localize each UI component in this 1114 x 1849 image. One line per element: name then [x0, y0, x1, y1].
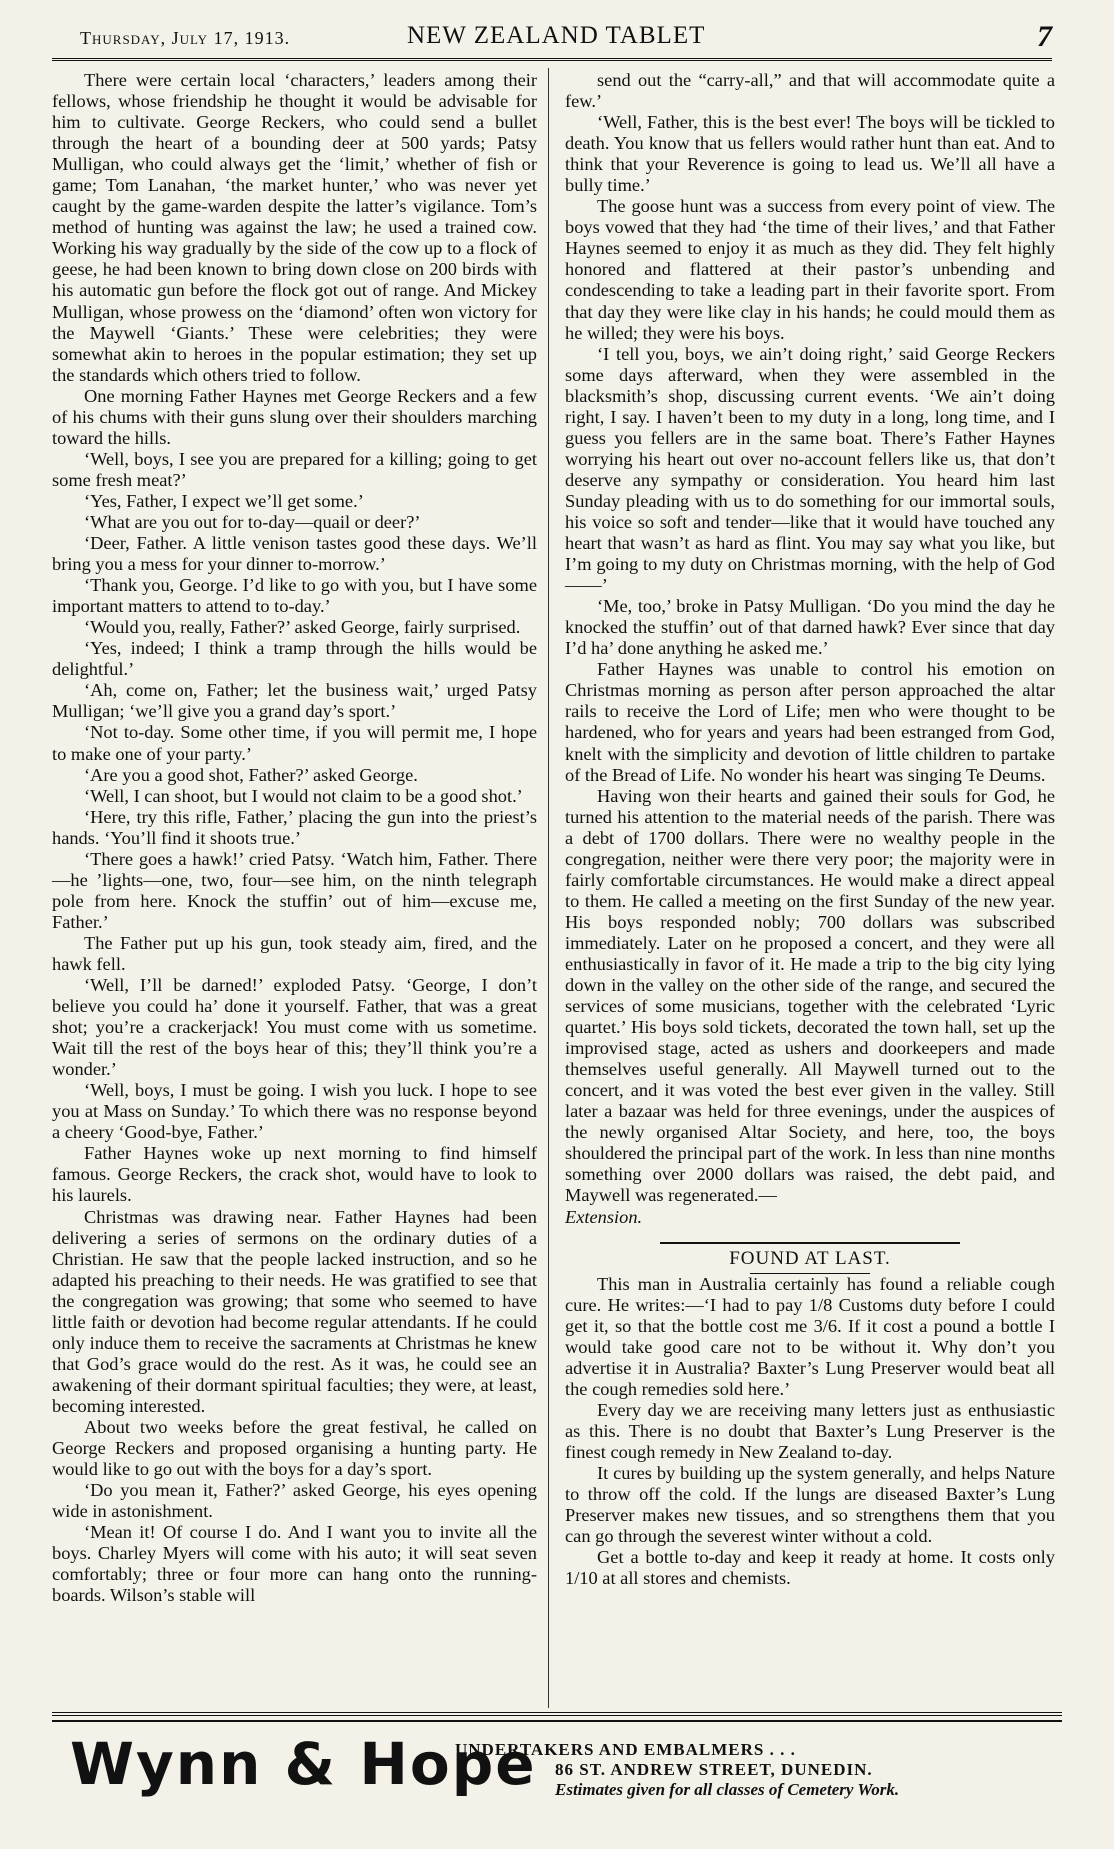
found-section-heading	[565, 1242, 1055, 1274]
advert-line-address: 86 ST. ANDREW STREET, DUNEDIN.	[555, 1760, 873, 1779]
paragraph: It cures by building up the system generally, and helps Nature to throw off the cold. If the lungs are diseased Baxter’s Lung Preserver makes new tissues, and so strengthens them that you can go through the severest winter without a cold.	[565, 1463, 1055, 1547]
paragraph: ‘Well, I’ll be darned!’ exploded Patsy. ‘George, I don’t believe you could ha’ done it yourself. Father, that was a great shot; you’re a crackerjack! You must come with us sometime. Wait till the rest of the boys hear of this; they’ll think you’re a wonder.’	[52, 975, 537, 1080]
paragraph: ‘Would you, really, Father?’ asked George, fairly surprised.	[84, 617, 521, 638]
paragraph: ‘Deer, Father. A little venison tastes good these days. We’ll bring you a mess for your dinner to-morrow.’	[52, 533, 537, 575]
story-continuation	[565, 70, 1055, 1207]
advert-line-estimates: Estimates given for all classes of Cemetery Work.	[555, 1780, 900, 1799]
paragraph: Father Haynes was unable to control his emotion on Christmas morning as person after person approached the altar rails to receive the Lord of Life; men who were thought to be hardened, who for years and years had been estranged from God, knelt with the simplicity and devotion of little children to partake of the Bread of Life. No wonder his heart was singing Te Deums.	[565, 659, 1055, 785]
right-column	[565, 70, 1055, 1690]
paragraph: There were certain local ‘characters,’ leaders among their fellows, whose friendship he thought it would be advisable for him to cultivate. George Reckers, who could send a bullet through the heart of a bounding deer at 500 yards; Patsy Mulligan, who could always get the ‘limit,’ whether of fish or game; Tom Lanahan, ‘the market hunter,’ who was never yet caught by the game-warden despite the latter’s vigilance. Tom’s method of hunting was against the law; he used a trained cow. Working his way gradually by the side of the cow up to a flock of geese, he had been known to bring down close on 200 birds with his automatic gun before the flock got out of range. And Mickey Mulligan, whose prowess on the ‘diamond’ often won victory for the Maywell ‘Giants.’ These were celebrities; they were somewhat akin to heroes in the popular estimation; they set up the standards which others tried to follow.	[52, 70, 537, 385]
paragraph: ‘Ah, come on, Father; let the business wait,’ urged Patsy Mulligan; ‘we’ll give you a grand day’s sport.’	[52, 680, 537, 722]
advert-line-services: UNDERTAKERS AND EMBALMERS . . .	[455, 1740, 796, 1759]
story-signoff: Extension.	[565, 1206, 643, 1227]
issue-date: Thursday, July 17, 1913.	[80, 28, 291, 48]
left-column	[52, 70, 537, 1690]
advert-brand: Wynn & Hope	[70, 1730, 537, 1798]
found-heading: FOUND AT LAST.	[729, 1247, 891, 1269]
page-number: 7	[1037, 20, 1052, 53]
paragraph: This man in Australia certainly has found a reliable cough cure. He writes:—‘I had to pay 1/8 Customs duty before I could get it, so that the bottle cost me 3/6. If it cost a pound a bottle I would take good care not to be without it. Why don’t you advertise it in Australia? Baxter’s Lung Preserver would beat all the cough remedies sold here.’	[565, 1273, 1055, 1399]
advert-rule-thin	[52, 1720, 1062, 1722]
paragraph: send out the “carry-all,” and that will accommodate quite a few.’	[565, 70, 1055, 112]
paragraph: ‘Well, boys, I see you are prepared for a killing; going to get some fresh meat?’	[52, 448, 537, 490]
header-rule	[52, 58, 1052, 61]
advert-rule	[52, 1712, 1062, 1716]
paragraph: ‘Do you mean it, Father?’ asked George, his eyes opening wide in astonishment.	[52, 1480, 537, 1522]
paragraph: The Father put up his gun, took steady aim, fired, and the hawk fell.	[52, 932, 537, 974]
paragraph: ‘Thank you, George. I’d like to go with you, but I have some important matters to attend to to-day.’	[52, 575, 537, 617]
found-section-body	[565, 1274, 1055, 1590]
paragraph: ‘I tell you, boys, we ain’t doing right,’ said George Reckers some days afterward, when they were assembled in the blacksmith’s shop, discussing current events. ‘We ain’t doing right, I say. I haven’t been to my duty in a long, long time, and I guess you fellers are in the same boat. There’s Father Haynes worrying his heart out over no-account fellers like us, that don’t deserve any sympathy or consideration. You heard him last Sunday pleading with us to do something for our immortal souls, his voice so soft and tender—like that it would have touched any heart that wasn’t as hard as flint. You may say what you like, but I’m going to my duty on Christmas morning, with the help of God——’	[565, 343, 1055, 596]
paragraph: ‘Here, try this rifle, Father,’ placing the gun into the priest’s hands. ‘You’ll find it shoots true.’	[52, 806, 537, 848]
advert-details	[455, 1740, 1055, 1800]
paragraph: The goose hunt was a success from every point of view. The boys vowed that they had ‘the time of their lives,’ and that Father Haynes seemed to enjoy it as much as they did. They felt highly honored and flattered at their pastor’s unbending and condescending to take a leading part in their favorite sport. From that day they were like clay in his hands; he could mould them as he willed; they were his boys.	[565, 196, 1055, 343]
paragraph: ‘Well, boys, I must be going. I wish you luck. I hope to see you at Mass on Sunday.’ To which there was no response beyond a cheery ‘Good-bye, Father.’	[52, 1080, 537, 1143]
paragraph: ‘Well, I can shoot, but I would not claim to be a good shot.’	[84, 785, 523, 806]
paragraph: ‘Are you a good shot, Father?’ asked George.	[84, 764, 418, 785]
paragraph: Get a bottle to-day and keep it ready at home. It costs only 1/10 at all stores and chemists.	[565, 1547, 1055, 1589]
heading-rule	[660, 1242, 960, 1244]
paragraph: Father Haynes woke up next morning to find himself famous. George Reckers, the crack shot, would have to look to his laurels.	[52, 1143, 537, 1206]
page-header	[52, 22, 1052, 56]
column-divider	[548, 68, 549, 1708]
paragraph: ‘Me, too,’ broke in Patsy Mulligan. ‘Do you mind the day he knocked the stuffin’ out of that darned hawk? Ever since that day I’d ha’ done anything he asked me.’	[565, 596, 1055, 659]
paragraph: ‘Well, Father, this is the best ever! The boys will be tickled to death. You know that us fellers would rather hunt than eat. And to think that your Reverence is going to lead us. We’ll all have a bully time.’	[565, 112, 1055, 196]
paragraph: Christmas was drawing near. Father Haynes had been delivering a series of sermons on the ordinary duties of a Christian. He saw that the people lacked instruction, and so he adapted his preaching to their needs. He was gratified to see that the congregation was growing; that some who seemed to have little faith or devotion had become regular attendants. If he could only induce them to receive the sacraments at Christmas he knew that God’s grace would do the rest. As it was, he could see an awakening of their dormant spiritual faculties; they were, at least, becoming interested.	[52, 1206, 537, 1416]
paragraph: One morning Father Haynes met George Reckers and a few of his chums with their guns slung over their shoulders marching toward the hills.	[52, 385, 537, 448]
paragraph: About two weeks before the great festival, he called on George Reckers and proposed organising a hunting party. He would like to go out with the boys for a day’s sport.	[52, 1417, 537, 1480]
paragraph: ‘There goes a hawk!’ cried Patsy. ‘Watch him, Father. There—he ’lights—one, two, four—see him, on the ninth telegraph pole from here. Knock the stuffin’ out of him—excuse me, Father.’	[52, 848, 537, 932]
paragraph: ‘Not to-day. Some other time, if you will permit me, I hope to make one of your party.’	[52, 722, 537, 764]
paragraph: Having won their hearts and gained their souls for God, he turned his attention to the material needs of the parish. There was a debt of 1700 dollars. There were no wealthy people in the congregation, neither were there very poor; the majority were in fairly comfortable circumstances. He would make a direct appeal to them. He called a meeting on the first Sunday of the new year. His boys responded nobly; 700 dollars was subscribed immediately. Later on he proposed a concert, and they were all enthusiastically in favor of it. He made a trip to the big city lying down in the valley on the other side of the range, and secured the services of some musicians, together with the celebrated ‘Lyric quartet.’ His boys sold tickets, decorated the town hall, set up the improvised stage, acted as ushers and doorkeepers and made themselves useful generally. All Maywell turned out to the concert, and it was voted the best ever given in the valley. Still later a bazaar was held for three evenings, under the auspices of the newly organised Altar Society, and here, too, the boys shouldered the principal part of the work. In less than nine months something over 2000 dollars was raised, the debt paid, and Maywell was regenerated.—	[565, 785, 1055, 1206]
paragraph: ‘What are you out for to-day—quail or deer?’	[84, 511, 421, 532]
paragraph: ‘Yes, Father, I expect we’ll get some.’	[84, 490, 364, 511]
newspaper-title: NEW ZEALAND TABLET	[407, 22, 706, 49]
paragraph: ‘Yes, indeed; I think a tramp through the hills would be delightful.’	[52, 638, 537, 680]
paragraph: ‘Mean it! Of course I do. And I want you to invite all the boys. Charley Myers will come with his auto; it will seat seven comfortably; three or four more can hang onto the running-boards. Wilson’s stable will	[52, 1522, 537, 1606]
paragraph: Every day we are receiving many letters just as enthusiastic as this. There is no doubt that Baxter’s Lung Preserver is the finest cough remedy in New Zealand to-day.	[565, 1399, 1055, 1462]
